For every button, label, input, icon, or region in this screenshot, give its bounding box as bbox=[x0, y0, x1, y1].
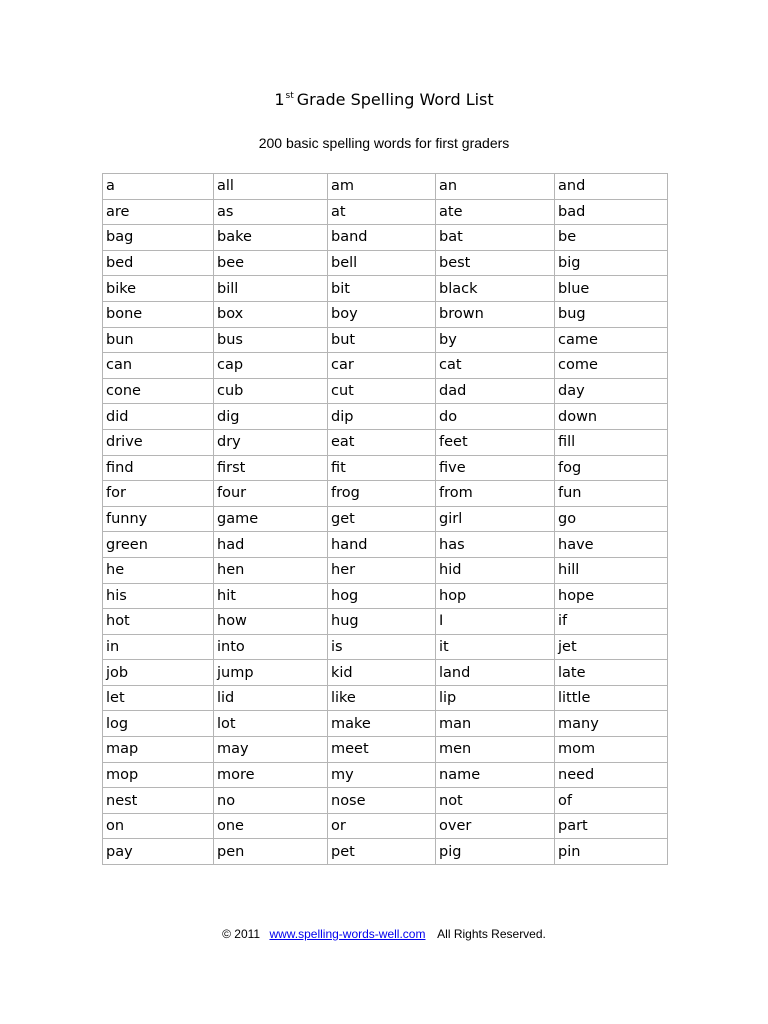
word-cell: mop bbox=[103, 762, 214, 788]
word-cell: hot bbox=[103, 609, 214, 635]
word-cell: pen bbox=[214, 839, 328, 865]
table-row bbox=[103, 685, 668, 711]
word-cell: lip bbox=[436, 685, 555, 711]
word-cell: dad bbox=[436, 378, 555, 404]
word-cell: best bbox=[436, 250, 555, 276]
word-cell: name bbox=[436, 762, 555, 788]
word-cell: cat bbox=[436, 353, 555, 379]
table-row bbox=[103, 737, 668, 763]
table-row bbox=[103, 250, 668, 276]
table-row bbox=[103, 276, 668, 302]
word-cell: is bbox=[328, 634, 436, 660]
word-table-body bbox=[103, 174, 668, 865]
word-cell: bell bbox=[328, 250, 436, 276]
word-cell: it bbox=[436, 634, 555, 660]
word-cell: band bbox=[328, 225, 436, 251]
word-cell: fun bbox=[555, 481, 668, 507]
word-cell: no bbox=[214, 788, 328, 814]
title-grade-number: 1 bbox=[274, 90, 285, 109]
word-cell: my bbox=[328, 762, 436, 788]
word-cell: pay bbox=[103, 839, 214, 865]
word-cell: frog bbox=[328, 481, 436, 507]
word-cell: drive bbox=[103, 429, 214, 455]
word-cell: nose bbox=[328, 788, 436, 814]
word-cell: day bbox=[555, 378, 668, 404]
word-cell: go bbox=[555, 506, 668, 532]
table-row bbox=[103, 455, 668, 481]
word-cell: if bbox=[555, 609, 668, 635]
word-cell: have bbox=[555, 532, 668, 558]
word-cell: log bbox=[103, 711, 214, 737]
word-cell: box bbox=[214, 301, 328, 327]
word-cell: brown bbox=[436, 301, 555, 327]
word-cell: like bbox=[328, 685, 436, 711]
word-cell: hit bbox=[214, 583, 328, 609]
word-cell: be bbox=[555, 225, 668, 251]
word-cell: jump bbox=[214, 660, 328, 686]
page-subtitle: 200 basic spelling words for first graders bbox=[258, 135, 510, 151]
word-cell: cut bbox=[328, 378, 436, 404]
word-cell: get bbox=[328, 506, 436, 532]
word-cell: had bbox=[214, 532, 328, 558]
word-cell: cone bbox=[103, 378, 214, 404]
word-cell: four bbox=[214, 481, 328, 507]
word-cell: eat bbox=[328, 429, 436, 455]
table-row bbox=[103, 353, 668, 379]
word-cell: fog bbox=[555, 455, 668, 481]
word-cell: hill bbox=[555, 557, 668, 583]
word-cell: at bbox=[328, 199, 436, 225]
word-cell: little bbox=[555, 685, 668, 711]
word-cell: many bbox=[555, 711, 668, 737]
word-cell: bee bbox=[214, 250, 328, 276]
word-cell: come bbox=[555, 353, 668, 379]
word-cell: kid bbox=[328, 660, 436, 686]
table-row bbox=[103, 762, 668, 788]
word-cell: in bbox=[103, 634, 214, 660]
word-cell: dig bbox=[214, 404, 328, 430]
word-cell: not bbox=[436, 788, 555, 814]
word-cell: all bbox=[214, 174, 328, 200]
word-cell: dry bbox=[214, 429, 328, 455]
rights-text: All Rights Reserved. bbox=[437, 927, 546, 941]
word-cell: need bbox=[555, 762, 668, 788]
word-cell: game bbox=[214, 506, 328, 532]
word-cell: pig bbox=[436, 839, 555, 865]
word-cell: dip bbox=[328, 404, 436, 430]
word-cell: do bbox=[436, 404, 555, 430]
word-cell: and bbox=[555, 174, 668, 200]
word-cell: job bbox=[103, 660, 214, 686]
word-cell: for bbox=[103, 481, 214, 507]
word-cell: girl bbox=[436, 506, 555, 532]
word-cell: find bbox=[103, 455, 214, 481]
word-cell: bag bbox=[103, 225, 214, 251]
word-cell: her bbox=[328, 557, 436, 583]
word-cell: man bbox=[436, 711, 555, 737]
title-ordinal-suffix: st bbox=[285, 91, 294, 101]
word-cell: lot bbox=[214, 711, 328, 737]
table-row bbox=[103, 174, 668, 200]
word-cell: a bbox=[103, 174, 214, 200]
table-row bbox=[103, 609, 668, 635]
word-cell: ate bbox=[436, 199, 555, 225]
page-title bbox=[0, 90, 768, 109]
word-cell: fill bbox=[555, 429, 668, 455]
table-row bbox=[103, 225, 668, 251]
word-cell: or bbox=[328, 813, 436, 839]
word-cell: how bbox=[214, 609, 328, 635]
word-cell: hid bbox=[436, 557, 555, 583]
word-cell: fit bbox=[328, 455, 436, 481]
word-cell: he bbox=[103, 557, 214, 583]
word-cell: an bbox=[436, 174, 555, 200]
word-cell: hand bbox=[328, 532, 436, 558]
word-cell: more bbox=[214, 762, 328, 788]
word-cell: bus bbox=[214, 327, 328, 353]
word-cell: hug bbox=[328, 609, 436, 635]
word-cell: feet bbox=[436, 429, 555, 455]
table-row bbox=[103, 481, 668, 507]
word-cell: did bbox=[103, 404, 214, 430]
table-row bbox=[103, 301, 668, 327]
copyright-text: © 2011 bbox=[222, 927, 261, 941]
word-cell: am bbox=[328, 174, 436, 200]
table-row bbox=[103, 378, 668, 404]
website-link[interactable]: www.spelling-words-well.com bbox=[269, 927, 426, 941]
word-cell: bit bbox=[328, 276, 436, 302]
word-cell: one bbox=[214, 813, 328, 839]
word-cell: late bbox=[555, 660, 668, 686]
word-cell: over bbox=[436, 813, 555, 839]
word-cell: I bbox=[436, 609, 555, 635]
table-row bbox=[103, 788, 668, 814]
word-cell: down bbox=[555, 404, 668, 430]
table-row bbox=[103, 813, 668, 839]
word-cell: bat bbox=[436, 225, 555, 251]
word-cell: bill bbox=[214, 276, 328, 302]
word-cell: as bbox=[214, 199, 328, 225]
table-row bbox=[103, 711, 668, 737]
word-cell: has bbox=[436, 532, 555, 558]
word-cell: lid bbox=[214, 685, 328, 711]
table-row bbox=[103, 557, 668, 583]
word-cell: cub bbox=[214, 378, 328, 404]
word-cell: nest bbox=[103, 788, 214, 814]
word-cell: pin bbox=[555, 839, 668, 865]
word-cell: pet bbox=[328, 839, 436, 865]
word-cell: but bbox=[328, 327, 436, 353]
word-cell: from bbox=[436, 481, 555, 507]
word-cell: big bbox=[555, 250, 668, 276]
table-row bbox=[103, 429, 668, 455]
word-cell: bun bbox=[103, 327, 214, 353]
word-cell: into bbox=[214, 634, 328, 660]
table-row bbox=[103, 634, 668, 660]
table-row bbox=[103, 506, 668, 532]
title-text: Grade Spelling Word List bbox=[296, 90, 494, 109]
table-row bbox=[103, 839, 668, 865]
word-cell: green bbox=[103, 532, 214, 558]
spelling-word-table bbox=[102, 173, 668, 865]
word-cell: blue bbox=[555, 276, 668, 302]
word-cell: boy bbox=[328, 301, 436, 327]
word-cell: hop bbox=[436, 583, 555, 609]
word-cell: on bbox=[103, 813, 214, 839]
word-cell: bed bbox=[103, 250, 214, 276]
word-cell: men bbox=[436, 737, 555, 763]
table-row bbox=[103, 404, 668, 430]
word-cell: let bbox=[103, 685, 214, 711]
word-cell: make bbox=[328, 711, 436, 737]
table-row bbox=[103, 583, 668, 609]
word-cell: funny bbox=[103, 506, 214, 532]
word-cell: by bbox=[436, 327, 555, 353]
word-cell: part bbox=[555, 813, 668, 839]
word-cell: hope bbox=[555, 583, 668, 609]
word-cell: meet bbox=[328, 737, 436, 763]
word-cell: may bbox=[214, 737, 328, 763]
word-cell: bug bbox=[555, 301, 668, 327]
word-cell: bike bbox=[103, 276, 214, 302]
word-cell: car bbox=[328, 353, 436, 379]
word-cell: his bbox=[103, 583, 214, 609]
table-row bbox=[103, 327, 668, 353]
table-row bbox=[103, 199, 668, 225]
word-cell: can bbox=[103, 353, 214, 379]
word-cell: first bbox=[214, 455, 328, 481]
word-cell: jet bbox=[555, 634, 668, 660]
word-cell: bake bbox=[214, 225, 328, 251]
word-cell: are bbox=[103, 199, 214, 225]
word-cell: hog bbox=[328, 583, 436, 609]
word-cell: bone bbox=[103, 301, 214, 327]
table-row bbox=[103, 660, 668, 686]
word-cell: bad bbox=[555, 199, 668, 225]
table-row bbox=[103, 532, 668, 558]
word-cell: mom bbox=[555, 737, 668, 763]
word-cell: five bbox=[436, 455, 555, 481]
word-cell: of bbox=[555, 788, 668, 814]
word-cell: came bbox=[555, 327, 668, 353]
word-cell: land bbox=[436, 660, 555, 686]
word-cell: hen bbox=[214, 557, 328, 583]
word-cell: cap bbox=[214, 353, 328, 379]
page-footer bbox=[0, 927, 768, 941]
word-cell: map bbox=[103, 737, 214, 763]
word-cell: black bbox=[436, 276, 555, 302]
